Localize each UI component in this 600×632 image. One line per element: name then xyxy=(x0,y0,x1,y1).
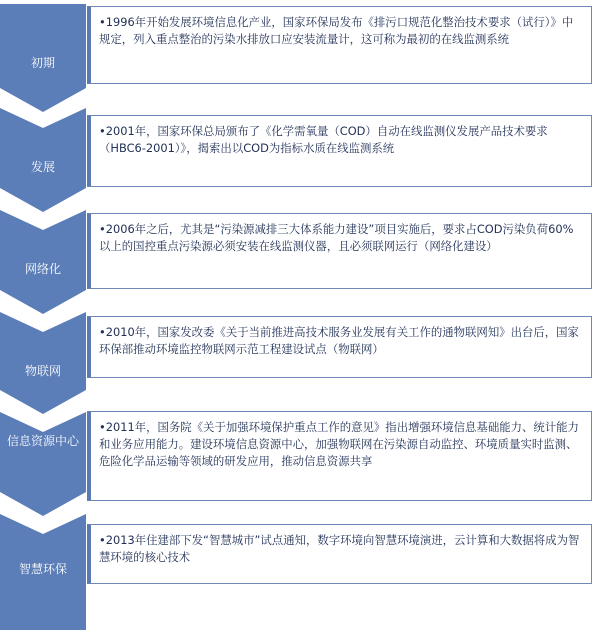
stage-label-6: 智慧环保 xyxy=(18,562,67,576)
stage-chevron-2 xyxy=(0,108,86,212)
chevron-shape xyxy=(0,312,86,414)
stage-text-6: •2013年住建部下发“智慧城市”试点通知，数字环境向智慧环境演进，云计算和大数据将成为智慧环境的核心技术 xyxy=(99,533,580,564)
stage-text-4: •2010年，国家发改委《关于当前推进高技术服务业发展有关工作的通物联网知》出台后，国家环保部推动环境监控物联网示范工程建设试点（物联网） xyxy=(99,325,579,356)
stage-text-5: •2011年，国务院《关于加强环境保护重点工作的意见》指出增强环境信息基础能力、统计能力和业务应用能力。建设环境信息资源中心，加强物联网在污染源自动监控、环境质量实时监测、危险化学品运输等领域的研发应用，推动信息资源共享 xyxy=(99,420,579,468)
chevron-shape xyxy=(0,412,86,516)
stage-label-5: 信息资源中心 xyxy=(6,434,79,448)
stage-chevron-4 xyxy=(0,312,86,414)
stage-card-5 xyxy=(87,411,592,501)
stage-label-4: 物联网 xyxy=(24,364,61,378)
stage-card-4 xyxy=(87,316,592,378)
stage-label-2: 发展 xyxy=(30,160,55,174)
stage-chevron-5 xyxy=(0,412,86,516)
stage-text-2: •2001年，国家环保总局颁布了《化学需氧量（COD）自动在线监测仪发展产品技术要求（HBC6-2001）》，揭索出以COD为指标水质在线监测系统 xyxy=(99,124,548,155)
stage-card-1 xyxy=(87,6,592,84)
stage-label-3: 网络化 xyxy=(24,262,61,276)
stage-card-3 xyxy=(87,213,592,289)
stage-label-1: 初期 xyxy=(30,56,55,70)
stage-chevron-6 xyxy=(0,514,86,630)
stage-text-1: •1996年开始发展环境信息化产业，国家环保局发布《排污口规范化整治技术要求（试行）》中规定，列入重点整治的污染水排放口应安装流量计，这可称为最初的在线监测系统 xyxy=(99,15,574,46)
stage-card-6 xyxy=(87,524,592,584)
stage-chevron-3 xyxy=(0,210,86,314)
stage-card-2 xyxy=(87,115,592,187)
stage-text-3: •2006年之后，尤其是“污染源减排三大体系能力建设”项目实施后，要求占COD污染负荷60%以上的国控重点污染源必须安装在线监测仪器，且必须联网运行（网络化建设） xyxy=(99,222,574,253)
stage-chevron-1 xyxy=(0,4,86,112)
